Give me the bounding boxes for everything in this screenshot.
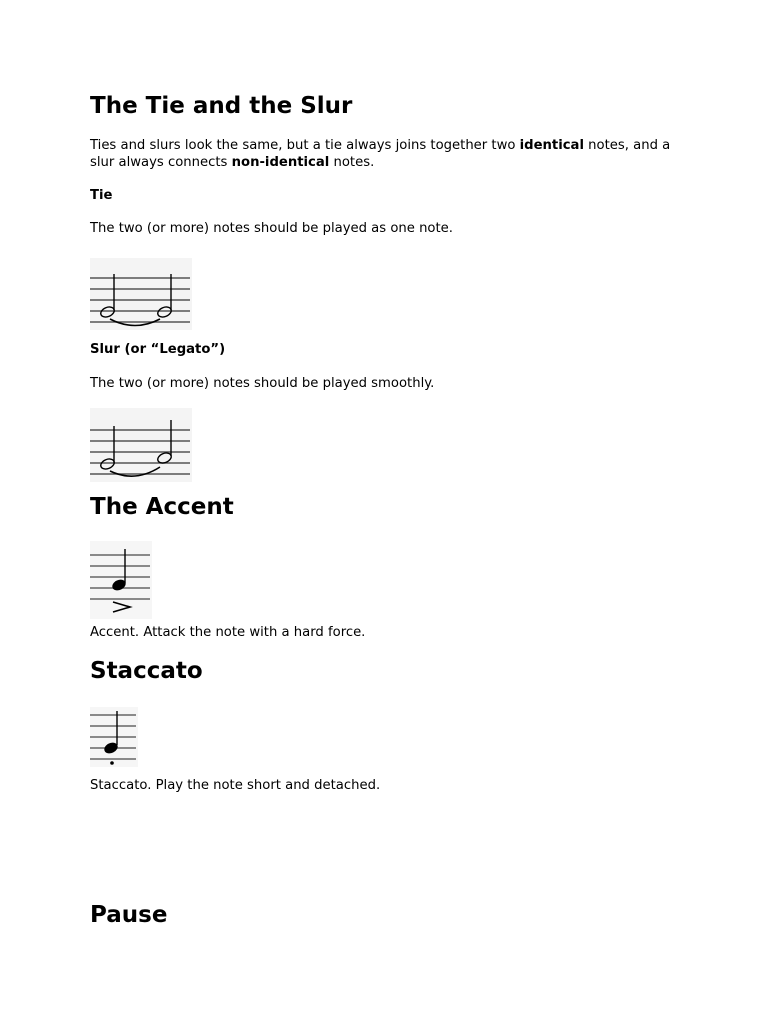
tie-notation-image xyxy=(90,258,192,330)
intro-text-1: Ties and slurs look the same, but a tie always joins together two xyxy=(90,138,520,153)
intro-text-3: notes. xyxy=(329,154,375,170)
tie-slur-heading: The Tie and the Slur xyxy=(90,93,353,119)
tie-label: Tie xyxy=(90,188,113,203)
accent-description: Accent. Attack the note with a hard force. xyxy=(90,625,366,640)
accent-heading: The Accent xyxy=(90,494,234,520)
intro-text-2: notes, and a slur always connects xyxy=(90,138,671,170)
staccato-notation-image xyxy=(90,707,138,767)
tie-slur-intro xyxy=(90,138,690,171)
tie-description: The two (or more) notes should be played as one note. xyxy=(90,221,453,236)
slur-label: Slur (or “Legato”) xyxy=(90,342,226,357)
intro-bold-identical: identical xyxy=(519,138,584,153)
slur-description: The two (or more) notes should be played smoothly. xyxy=(90,376,435,391)
staccato-heading: Staccato xyxy=(90,658,203,684)
accent-notation-image xyxy=(90,541,152,619)
pause-heading: Pause xyxy=(90,902,168,928)
slur-notation-image xyxy=(90,408,192,482)
staccato-description: Staccato. Play the note short and detached. xyxy=(90,778,381,793)
intro-bold-non-identical: non-identical xyxy=(231,154,330,170)
